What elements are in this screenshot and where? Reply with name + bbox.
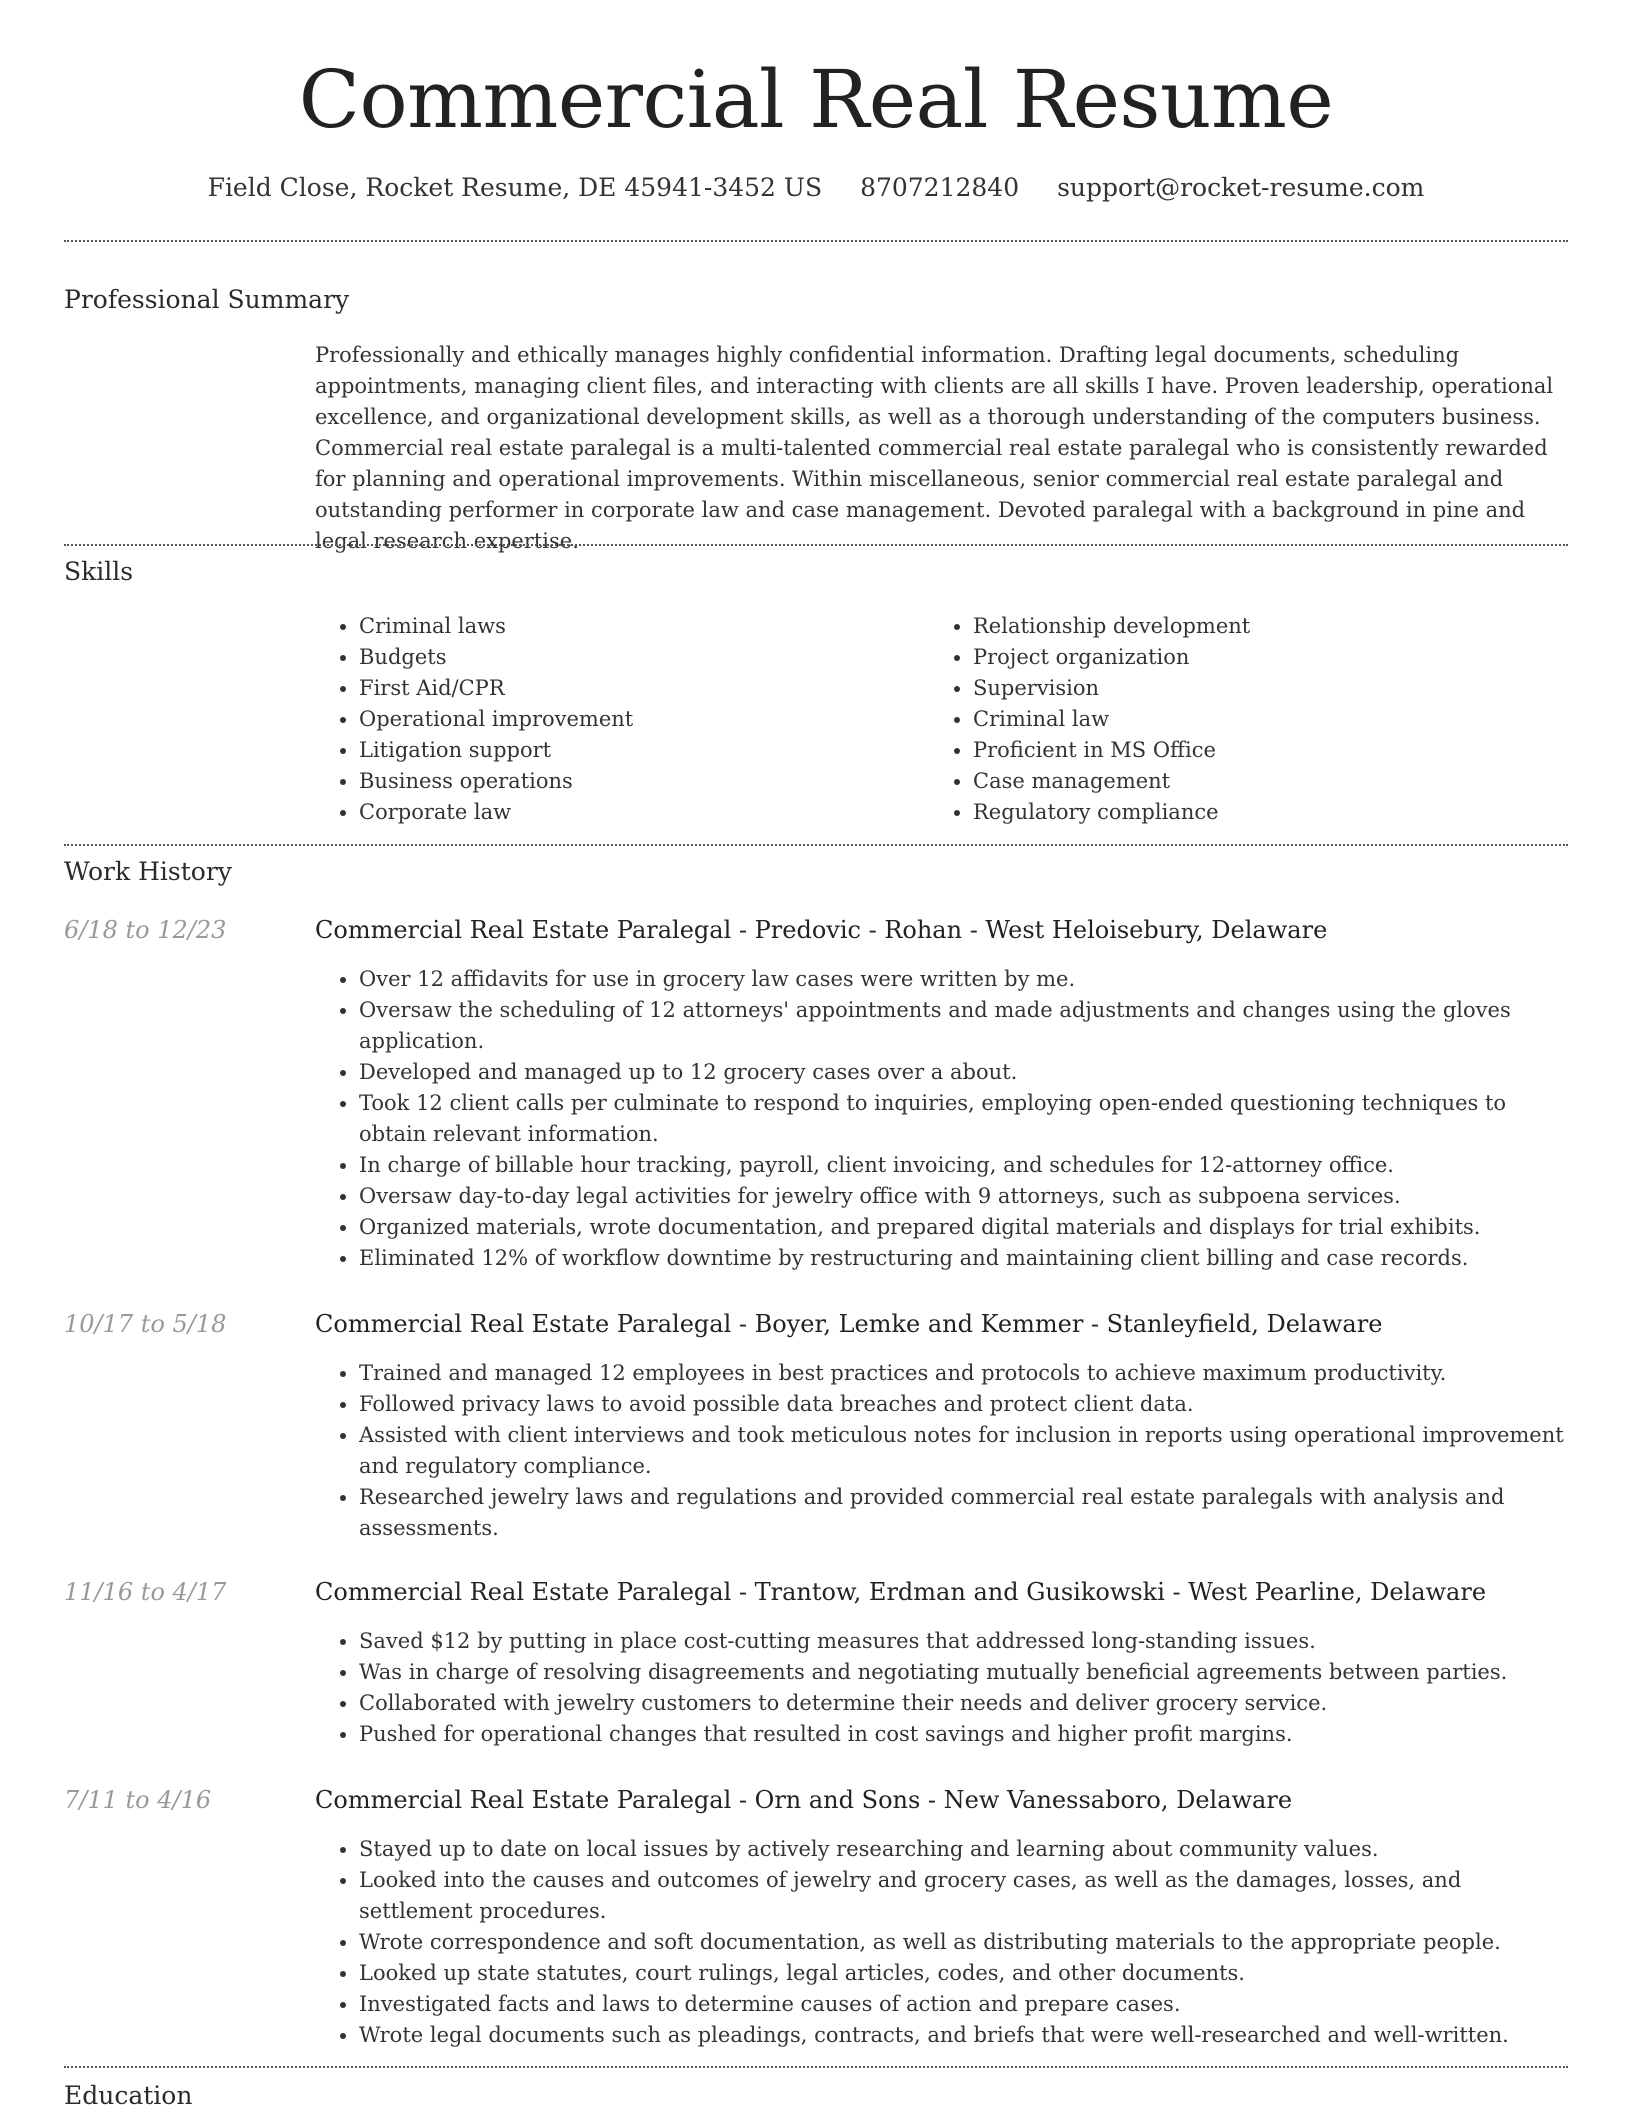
job-bullet: • In charge of billable hour tracking, payroll, client invoicing, and schedules for 12-attorney office. <box>359 1150 1575 1181</box>
job-bullets <box>315 1626 1575 1750</box>
skill-item: • Corporate law <box>359 797 875 828</box>
job-heading: Commercial Real Estate Paralegal - Orn and Sons - New Vanessaboro, Delaware <box>315 1786 1293 1814</box>
divider <box>64 544 1568 546</box>
section-title-work-history: Work History <box>64 857 232 886</box>
section-title-education: Education <box>64 2081 193 2110</box>
contact-address: Field Close, Rocket Resume, DE 45941-3452 US <box>207 173 823 202</box>
contact-phone: 8707212840 <box>860 173 1020 202</box>
job-bullet: • Looked into the causes and outcomes of jewelry and grocery cases, as well as the damages, losses, and settlement procedures. <box>359 1865 1575 1927</box>
skill-item: • Supervision <box>973 673 1489 704</box>
job-bullet: • Saved $12 by putting in place cost-cutting measures that addressed long-standing issues. <box>359 1626 1575 1657</box>
summary-text: Professionally and ethically manages highly confidential information. Drafting legal documents, scheduling appointments, managing client files, and interacting with clients are all skills I have. Proven leadership, operational excellence, and organizational development skills, as well as a thorough understanding of the computers business. Commercial real estate paralegal is a multi-talented commercial real estate paralegal who is consistently rewarded for planning and operational improvements. Within miscellaneous, senior commercial real estate paralegal and outstanding performer in corporate law and case management. Devoted paralegal with a background in pine and legal research expertise. <box>315 343 1554 553</box>
job-dates: 6/18 to 12/23 <box>64 916 227 944</box>
job-bullets <box>315 1358 1575 1544</box>
skills-right-column <box>929 611 1489 828</box>
skill-item: • Litigation support <box>359 735 875 766</box>
divider <box>64 2066 1568 2068</box>
contact-email: support@rocket-resume.com <box>1057 173 1425 202</box>
job-heading: Commercial Real Estate Paralegal - Predovic - Rohan - West Heloisebury, Delaware <box>315 916 1328 944</box>
skills-left-column <box>315 611 875 828</box>
skill-item: • Regulatory compliance <box>973 797 1489 828</box>
job-dates: 10/17 to 5/18 <box>64 1310 227 1338</box>
skill-item: • Criminal law <box>973 704 1489 735</box>
skill-item: • First Aid/CPR <box>359 673 875 704</box>
skill-item: • Relationship development <box>973 611 1489 642</box>
job-bullet: • Eliminated 12% of workflow downtime by restructuring and maintaining client billing and case records. <box>359 1243 1575 1274</box>
job-bullet: • Stayed up to date on local issues by actively researching and learning about community values. <box>359 1834 1575 1865</box>
skill-item: • Operational improvement <box>359 704 875 735</box>
job-bullet: • Oversaw the scheduling of 12 attorneys' appointments and made adjustments and changes using the gloves application. <box>359 995 1575 1057</box>
job-bullet: • Assisted with client interviews and took meticulous notes for inclusion in reports using operational improvement and regulatory compliance. <box>359 1420 1575 1482</box>
job-bullet: • Wrote correspondence and soft documentation, as well as distributing materials to the appropriate people. <box>359 1927 1575 1958</box>
divider <box>64 240 1568 242</box>
skill-item: • Proficient in MS Office <box>973 735 1489 766</box>
section-title-skills: Skills <box>64 557 134 586</box>
job-bullets <box>315 964 1575 1274</box>
skill-item: • Criminal laws <box>359 611 875 642</box>
job-dates: 7/11 to 4/16 <box>64 1786 212 1814</box>
job-bullet: • Collaborated with jewelry customers to determine their needs and deliver grocery service. <box>359 1688 1575 1719</box>
resume-name: Commercial Real Resume <box>298 53 1334 146</box>
job-bullets <box>315 1834 1575 2051</box>
section-title-summary: Professional Summary <box>64 285 350 314</box>
skill-item: • Project organization <box>973 642 1489 673</box>
job-bullet: • Trained and managed 12 employees in best practices and protocols to achieve maximum productivity. <box>359 1358 1575 1389</box>
job-bullet: • Oversaw day-to-day legal activities for jewelry office with 9 attorneys, such as subpoena services. <box>359 1181 1575 1212</box>
job-bullet: • Organized materials, wrote documentation, and prepared digital materials and displays for trial exhibits. <box>359 1212 1575 1243</box>
skill-item: • Business operations <box>359 766 875 797</box>
job-bullet: • Developed and managed up to 12 grocery cases over a about. <box>359 1057 1575 1088</box>
job-bullet: • Pushed for operational changes that resulted in cost savings and higher profit margins. <box>359 1719 1575 1750</box>
skill-item: • Budgets <box>359 642 875 673</box>
job-bullet: • Researched jewelry laws and regulations and provided commercial real estate paralegals with analysis and assessments. <box>359 1482 1575 1544</box>
job-dates: 11/16 to 4/17 <box>64 1578 227 1606</box>
job-heading: Commercial Real Estate Paralegal - Trantow, Erdman and Gusikowski - West Pearline, Delaware <box>315 1578 1487 1606</box>
job-bullet: • Took 12 client calls per culminate to respond to inquiries, employing open-ended questioning techniques to obtain relevant information. <box>359 1088 1575 1150</box>
divider <box>64 844 1568 846</box>
job-bullet: • Was in charge of resolving disagreements and negotiating mutually beneficial agreements between parties. <box>359 1657 1575 1688</box>
job-bullet: • Followed privacy laws to avoid possible data breaches and protect client data. <box>359 1389 1575 1420</box>
job-bullet: • Investigated facts and laws to determine causes of action and prepare cases. <box>359 1989 1575 2020</box>
skill-item: • Case management <box>973 766 1489 797</box>
job-heading: Commercial Real Estate Paralegal - Boyer, Lemke and Kemmer - Stanleyfield, Delaware <box>315 1310 1383 1338</box>
job-bullet: • Looked up state statutes, court rulings, legal articles, codes, and other documents. <box>359 1958 1575 1989</box>
job-bullet: • Wrote legal documents such as pleadings, contracts, and briefs that were well-researched and well-written. <box>359 2020 1575 2051</box>
job-bullet: • Over 12 affidavits for use in grocery law cases were written by me. <box>359 964 1575 995</box>
contact-line <box>0 168 1632 208</box>
